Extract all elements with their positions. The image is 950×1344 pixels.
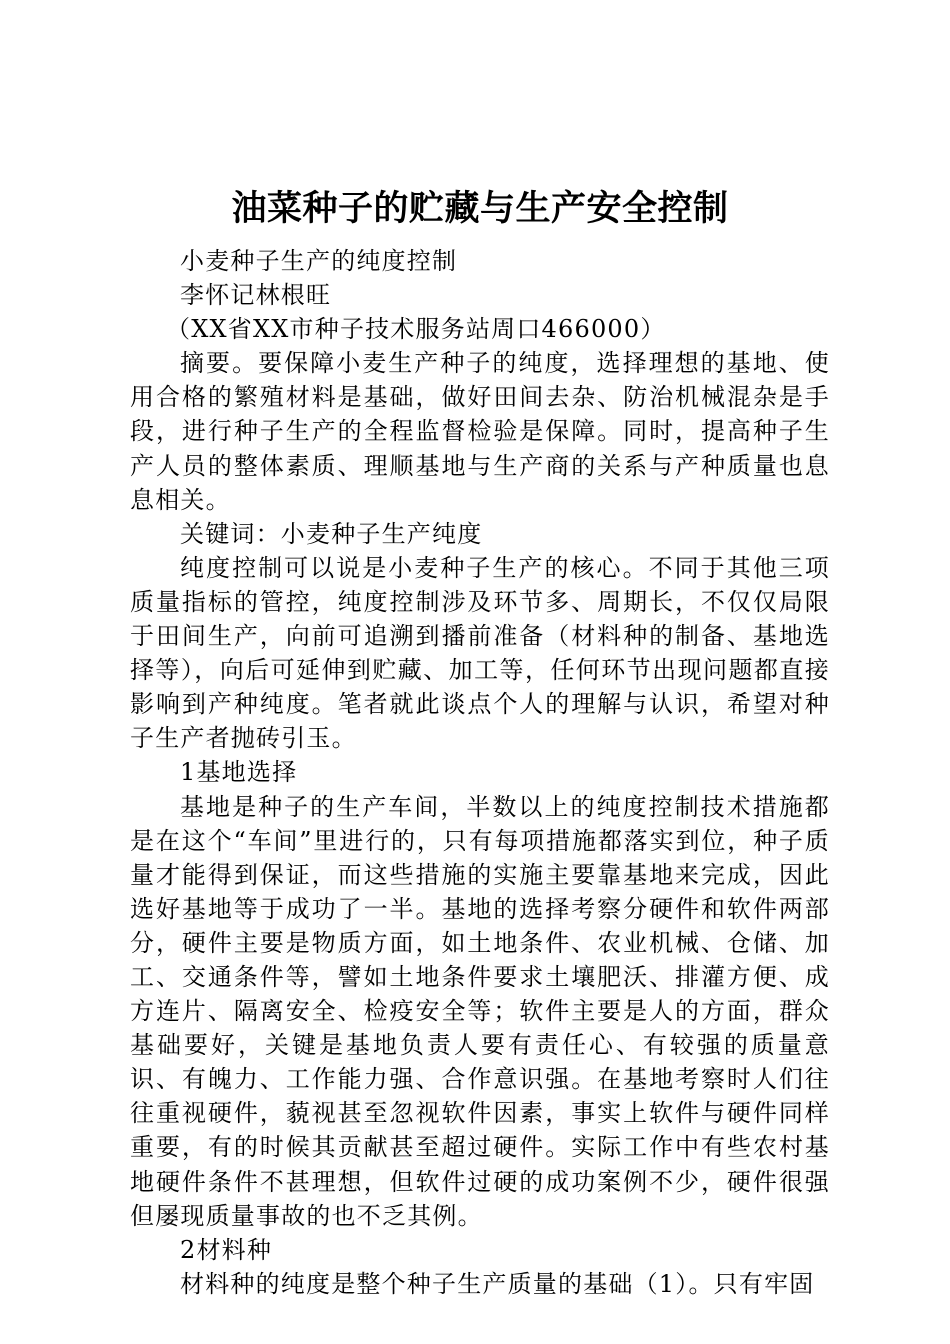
intro-paragraph: 纯度控制可以说是小麦种子生产的核心。不同于其他三项质量指标的管控，纯度控制涉及环节多、周期长，不仅仅局限于田间生产，向前可追溯到播前准备（材料种的制备、基地选择等），向后可延伸到贮藏、加工等，任何环节出现问题都直接影响到产种纯度。笔者就此谈点个人的理解与认识，希望对种子生产者抛砖引玉。 — [130, 553, 830, 753]
section-1-paragraph: 基地是种子的生产车间，半数以上的纯度控制技术措施都是在这个“车间”里进行的，只有每项措施都落实到位，种子质量才能得到保证，而这些措施的实施主要靠基地来完成，因此选好基地等于成功了一半。基地的选择考察分硬件和软件两部分，硬件主要是物质方面，如土地条件、农业机械、仓储、加工、交通条件等，譬如土地条件要求土壤肥沃、排灌方便、成方连片、隔离安全、检疫安全等；软件主要是人的方面，群众基础要好，关键是基地负责人要有责任心、有较强的质量意识、有魄力、工作能力强、合作意识强。在基地考察时人们往往重视硬件，藐视甚至忽视软件因素，事实上软件与硬件同样重要，有的时候其贡献甚至超过硬件。实际工作中有些农村基地硬件条件不甚理想，但软件过硬的成功案例不少，硬件很强但屡现质量事故的也不乏其例。 — [130, 792, 830, 1230]
section-2-paragraph: 材料种的纯度是整个种子生产质量的基础（1）。只有牢固 — [180, 1269, 815, 1298]
section-2-heading: 2材料种 — [180, 1235, 273, 1264]
document-title: 油菜种子的贮藏与生产安全控制 — [231, 188, 729, 229]
section-1-heading: 1基地选择 — [180, 758, 298, 787]
abstract-paragraph: 摘要。要保障小麦生产种子的纯度，选择理想的基地、使用合格的繁殖材料是基础，做好田间去杂、防治机械混杂是手段，进行种子生产的全程监督检验是保障。同时，提高种子生产人员的整体素质、理顺基地与生产商的关系与产种质量也息息相关。 — [130, 349, 830, 514]
document-authors: 李怀记林根旺 — [180, 281, 332, 310]
document-page — [130, 180, 830, 1301]
keywords-line: 关键词：小麦种子生产纯度 — [180, 519, 483, 548]
document-affiliation: （XX省XX市种子技术服务站周口466000） — [166, 315, 666, 344]
document-subtitle: 小麦种子生产的纯度控制 — [180, 247, 458, 275]
